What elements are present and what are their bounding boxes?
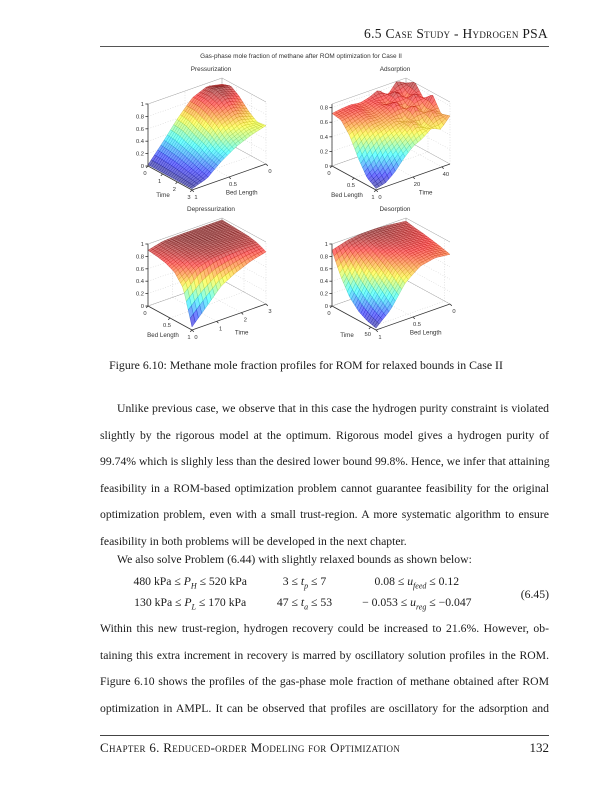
surface-mesh <box>148 84 266 189</box>
paragraph-3 <box>100 616 549 722</box>
svg-text:Bed Length: Bed Length <box>147 332 179 339</box>
page-footer <box>100 740 549 756</box>
surface-plot-depressurization <box>114 202 304 350</box>
svg-text:Time: Time <box>234 329 249 337</box>
paragraph-2 <box>100 547 549 574</box>
equation-column <box>133 573 246 616</box>
svg-text:1: 1 <box>194 195 198 201</box>
svg-text:3: 3 <box>187 195 191 201</box>
svg-text:0.5: 0.5 <box>412 322 422 328</box>
svg-text:Adsorption: Adsorption <box>379 66 411 73</box>
figure-6-10 <box>114 62 488 352</box>
svg-text:1: 1 <box>140 242 144 248</box>
svg-text:Pressurization: Pressurization <box>190 66 232 73</box>
svg-text:0: 0 <box>324 304 328 310</box>
svg-text:Depressurization: Depressurization <box>187 206 235 213</box>
figure-caption: Figure 6.10: Methane mole fraction profiles for ROM for relaxed bounds in Case II <box>109 358 503 372</box>
svg-text:1: 1 <box>140 102 144 108</box>
svg-text:0.8: 0.8 <box>135 254 144 261</box>
svg-text:2: 2 <box>243 317 247 324</box>
text-line: feasibility in both problems will be developed in the next chapter. <box>100 534 407 548</box>
svg-text:0.2: 0.2 <box>135 291 144 298</box>
svg-text:0.4: 0.4 <box>319 134 328 141</box>
svg-text:0.5: 0.5 <box>228 182 238 188</box>
svg-text:1: 1 <box>324 242 328 248</box>
equation-line: − $0.053 \le u_{reg} \le -0.047$ <box>362 596 472 612</box>
equation-line: 130 kPa ≤ $P_L \le 170$ kPa <box>134 596 247 612</box>
svg-text:0: 0 <box>194 335 198 341</box>
svg-text:1: 1 <box>378 335 382 341</box>
text-line: slightly by the rigorous model at the optimum. Rigorous model gives a hydrogen purity of <box>100 428 549 442</box>
svg-text:0.8: 0.8 <box>319 254 328 261</box>
svg-text:0: 0 <box>324 164 328 170</box>
svg-text:0.6: 0.6 <box>319 266 328 273</box>
equation-line: $47 \le t_a \le 53$ <box>276 596 333 612</box>
svg-text:0: 0 <box>327 311 331 317</box>
text-line: feasibility in a ROM-based optimization problem cannot guarantee feasibility for the original <box>100 481 549 495</box>
equation-body <box>100 573 505 616</box>
equation-number: (6.45) <box>520 587 549 601</box>
svg-text:0: 0 <box>452 309 456 315</box>
text-line: optimization problem, even with a small trust-region. A more systematic algorithm to ensure <box>100 508 549 522</box>
surface-plot-pressurization <box>114 62 304 210</box>
surface-plot-adsorption <box>298 62 488 210</box>
surface-plot-desorption <box>298 202 488 350</box>
equation-6-45 <box>100 573 549 616</box>
svg-text:40: 40 <box>442 171 450 178</box>
svg-text:0: 0 <box>268 169 272 175</box>
svg-text:2: 2 <box>172 187 176 194</box>
svg-text:0.8: 0.8 <box>319 105 328 112</box>
svg-text:0.8: 0.8 <box>135 114 144 121</box>
svg-text:0.6: 0.6 <box>135 126 144 133</box>
running-head: 6.5 Case Study - Hydrogen PSA <box>364 26 548 41</box>
svg-text:0: 0 <box>140 164 144 170</box>
paragraph-1 <box>100 396 549 556</box>
equation-column <box>362 573 471 616</box>
svg-text:0: 0 <box>327 171 331 177</box>
svg-text:0: 0 <box>143 171 147 177</box>
svg-text:Time: Time <box>418 189 433 197</box>
footer-rule <box>100 735 549 736</box>
svg-text:1: 1 <box>187 335 191 341</box>
text-line: Unlike previous case, we observe that in this case the hydrogen purity constraint is violated <box>117 402 549 415</box>
svg-text:0.5: 0.5 <box>346 183 356 189</box>
text-line: Figure 6.10 shows the profiles of the gas-phase mole fraction of methane obtained after ROM <box>100 675 549 689</box>
text-line: We also solve Problem (6.44) with slightly relaxed bounds as shown below: <box>117 553 472 566</box>
svg-text:0.6: 0.6 <box>135 266 144 273</box>
svg-text:0.6: 0.6 <box>319 120 328 127</box>
svg-text:Time: Time <box>156 192 170 199</box>
text-line: taining this extra increment in recovery is marred by oscillatory solution profiles in the ROM. <box>100 648 549 662</box>
svg-text:0.4: 0.4 <box>135 279 144 286</box>
text-line: Within this new trust-region, hydrogen recovery could be increased to 21.6%. However, ob- <box>100 622 549 635</box>
svg-text:Bed Length: Bed Length <box>331 192 363 199</box>
svg-text:1: 1 <box>219 326 223 333</box>
svg-text:Bed Length: Bed Length <box>409 329 442 337</box>
equation-column <box>277 573 332 616</box>
svg-text:0: 0 <box>378 195 382 201</box>
page-number: 132 <box>529 740 549 755</box>
text-line: 99.74% which is slighly less than the desired lower bound 99.8%. Hence, we infer that attaining <box>100 455 550 469</box>
svg-text:0.2: 0.2 <box>319 291 328 298</box>
svg-text:20: 20 <box>413 182 421 188</box>
equation-line: $0.08 \le u_{feed} \le 0.12$ <box>374 575 460 591</box>
svg-text:Bed Length: Bed Length <box>225 189 258 197</box>
svg-text:0: 0 <box>143 311 147 317</box>
equation-line: $3 \le t_p \le 7$ <box>282 575 327 591</box>
svg-text:0.2: 0.2 <box>319 149 328 156</box>
text-line: optimization in AMPL. It can be observed that profiles are oscillatory for the adsorption and <box>100 701 549 715</box>
equation-line: 480 kPa ≤ $P_H \le 520$ kPa <box>133 575 247 591</box>
surface-mesh <box>148 220 266 327</box>
svg-text:1: 1 <box>371 195 375 201</box>
svg-text:Time: Time <box>340 332 354 339</box>
header-rule <box>100 46 549 47</box>
svg-text:50: 50 <box>364 332 371 339</box>
svg-text:0: 0 <box>140 304 144 310</box>
svg-text:3: 3 <box>268 309 272 315</box>
footer-chapter: Chapter 6. Reduced-order Modeling for Optimization <box>100 740 401 755</box>
svg-text:0.2: 0.2 <box>135 151 144 158</box>
surface-mesh <box>332 221 450 328</box>
svg-text:Desorption: Desorption <box>379 206 411 213</box>
svg-text:0.5: 0.5 <box>162 323 172 329</box>
svg-text:0.4: 0.4 <box>319 279 328 286</box>
svg-text:1: 1 <box>158 178 162 185</box>
figure-supertitle: Gas-phase mole fraction of methane after ROM optimization for Case II <box>200 53 402 60</box>
svg-text:0.4: 0.4 <box>135 139 144 146</box>
